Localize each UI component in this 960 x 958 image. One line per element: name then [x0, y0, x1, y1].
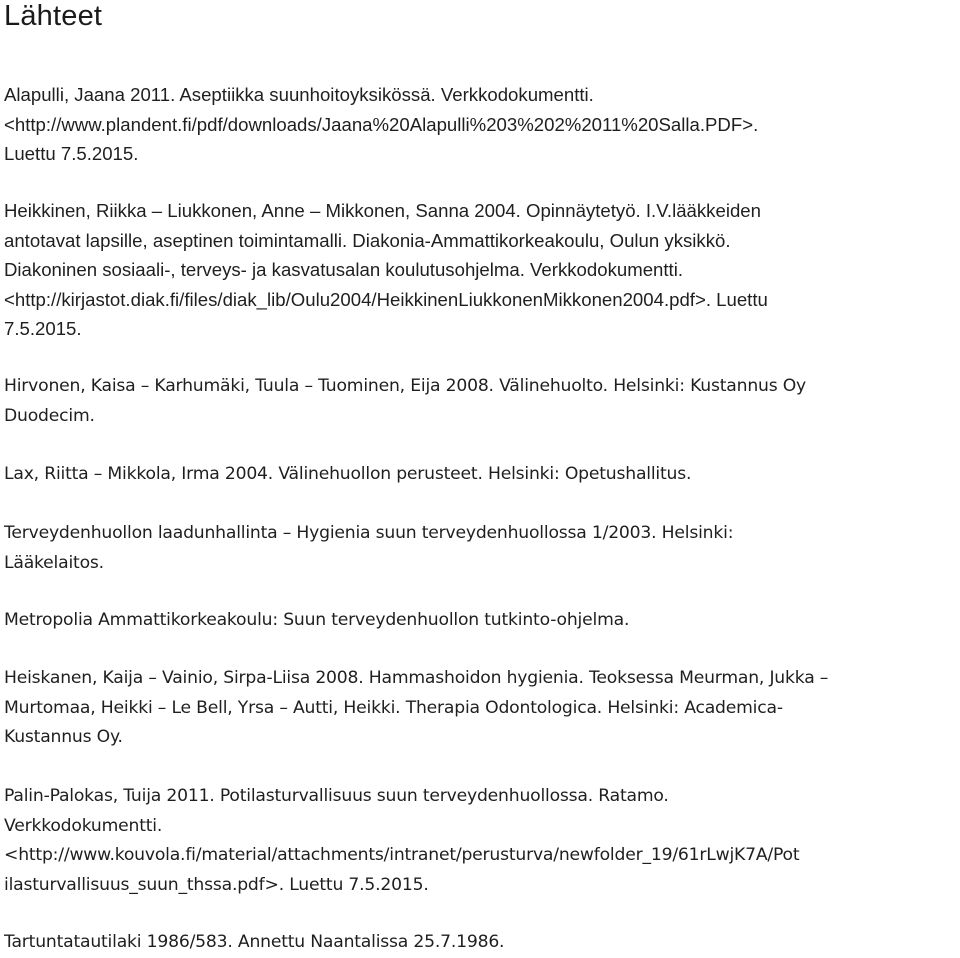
reference-line: Tartuntatautilaki 1986/583. Annettu Naantalissa 25.7.1986. [4, 932, 505, 952]
reference-entry-lax [4, 460, 691, 490]
page-title: Lähteet [4, 0, 103, 32]
reference-line: Luettu 7.5.2015. [4, 143, 139, 164]
document-page [4, 0, 956, 952]
reference-line: Verkkodokumentti. [4, 815, 163, 836]
reference-url: <http://www.kouvola.fi/material/attachments/intranet/perusturva/newfolder_19/61rLwjK7A/Pot [4, 845, 800, 865]
reference-line: Alapulli, Jaana 2011. Aseptiikka suunhoitoyksikössä. Verkkodokumentti. [4, 84, 594, 105]
reference-entry-hirvonen [4, 372, 806, 431]
reference-entry-terveydenhuollon [4, 519, 733, 578]
reference-line: Duodecim. [4, 405, 95, 426]
reference-entry-alapulli [4, 80, 758, 169]
reference-line: Heiskanen, Kaija – Vainio, Sirpa-Liisa 2008. Hammashoidon hygienia. Teoksessa Meurman, Jukka – [4, 668, 829, 688]
reference-line: Kustannus Oy. [4, 727, 123, 747]
reference-line: Terveydenhuollon laadunhallinta – Hygienia suun terveydenhuollossa 1/2003. Helsinki: [4, 523, 734, 543]
reference-line: Heikkinen, Riikka – Liukkonen, Anne – Mikkonen, Sanna 2004. Opinnäytetyö. I.V.lääkkeiden [4, 200, 761, 221]
reference-line: Lääkelaitos. [4, 552, 104, 573]
reference-entry-heiskanen [4, 664, 828, 753]
reference-entry-metropolia [4, 606, 629, 636]
reference-line: 7.5.2015. [4, 318, 82, 339]
reference-entry-palin-palokas [4, 782, 799, 900]
reference-line: Metropolia Ammattikorkeakoulu: Suun terveydenhuollon tutkinto-ohjelma. [4, 610, 630, 630]
reference-line: ilasturvallisuus_suun_thssa.pdf>. Luettu 7.5.2015. [4, 874, 429, 895]
reference-line: antotavat lapsille, aseptinen toimintamalli. Diakonia-Ammattikorkeakoulu, Oulun yksikkö. [4, 229, 731, 251]
reference-line: Diakoninen sosiaali-, terveys- ja kasvatusalan koulutusohjelma. Verkkodokumentti. [4, 259, 684, 280]
reference-line: Hirvonen, Kaisa – Karhumäki, Tuula – Tuominen, Eija 2008. Välinehuolto. Helsinki: Kustannus Oy [4, 376, 807, 396]
reference-entry-tartuntatautilaki [4, 928, 504, 958]
reference-line: Lax, Riitta – Mikkola, Irma 2004. Välinehuollon perusteet. Helsinki: Opetushallitus. [4, 464, 692, 484]
reference-line: Murtomaa, Heikki – Le Bell, Yrsa – Autti, Heikki. Therapia Odontologica. Helsinki: Academica- [4, 697, 783, 718]
reference-url: <http://www.plandent.fi/pdf/downloads/Jaana%20Alapulli%203%202%2011%20Salla.PDF>. [4, 113, 759, 135]
reference-line: Palin-Palokas, Tuija 2011. Potilasturvallisuus suun terveydenhuollossa. Ratamo. [4, 786, 669, 806]
reference-entry-heikkinen [4, 196, 768, 344]
reference-url: <http://kirjastot.diak.fi/files/diak_lib/Oulu2004/HeikkinenLiukkonenMikkonen2004.pdf>. Luettu [4, 288, 768, 310]
